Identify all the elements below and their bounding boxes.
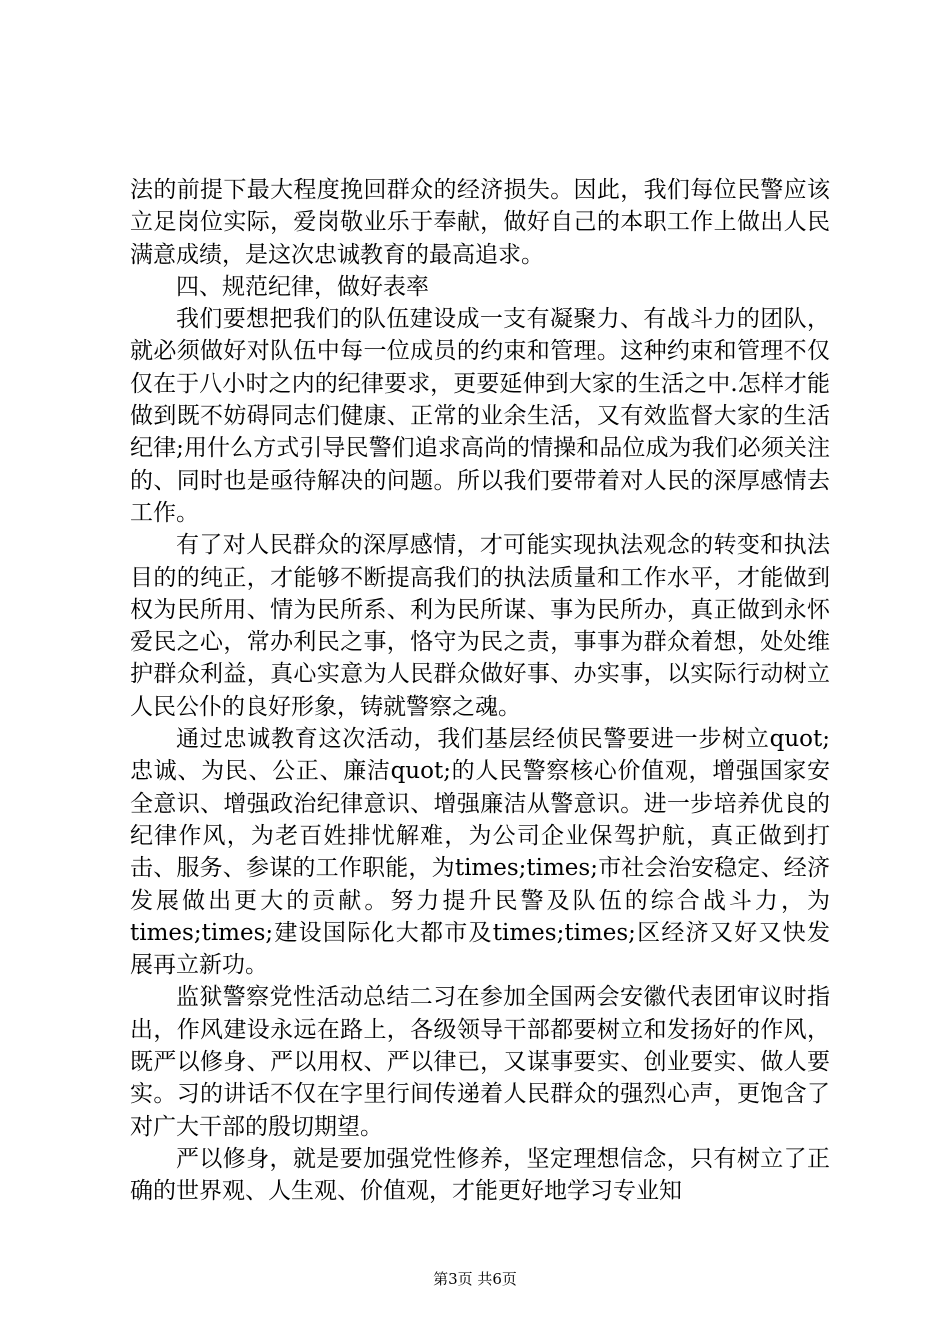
- paragraph-5: 通过忠诚教育这次活动，我们基层经侦民警要进一步树立quot;忠诚、为民、公正、廉洁quot;的人民警察核心价值观，增强国家安全意识、增强政治纪律意识、增强廉洁从警意识。进一步培养优良的纪律作风，为老百姓排忧解难，为公司企业保驾护航，真正做到打击、服务、参谋的工作职能，为times;times;市社会治安稳定、经济发展做出更大的贡献。努力提升民警及队伍的综合战斗力，为times;times;建设国际化大都市及times;times;区经济又好又快发展再立新功。: [130, 726, 830, 979]
- paragraph-6: 监狱警察党性活动总结二习在参加全国两会安徽代表团审议时指出，作风建设永远在路上，各级领导干部都要树立和发扬好的作风，既严以修身、严以用权、严以律已，又谋事要实、创业要实、做人要实。习的讲话不仅在字里行间传递着人民群众的强烈心声，更饱含了对广大干部的殷切期望。: [130, 984, 830, 1140]
- paragraph-1: 法的前提下最大程度挽回群众的经济损失。因此，我们每位民警应该立足岗位实际，爱岗敬业乐于奉献，做好自己的本职工作上做出人民满意成绩，是这次忠诚教育的最高追求。: [130, 177, 830, 268]
- paragraph-7: 严以修身，就是要加强党性修养，坚定理想信念，只有树立了正确的世界观、人生观、价值观，才能更好地学习专业知: [130, 1145, 830, 1205]
- paragraph-4: 有了对人民群众的深厚感情，才可能实现执法观念的转变和执法目的的纯正，才能够不断提高我们的执法质量和工作水平，才能做到权为民所用、情为民所系、利为民所谋、事为民所办，真正做到永怀爱民之心，常办利民之事，恪守为民之责，事事为群众着想，处处维护群众利益，真心实意为人民群众做好事、办实事，以实际行动树立人民公仆的良好形象，铸就警察之魂。: [130, 532, 830, 720]
- page-number-footer: 第3页 共6页: [433, 1270, 517, 1288]
- paragraph-3: 我们要想把我们的队伍建设成一支有凝聚力、有战斗力的团队，就必须做好对队伍中每一位成员的约束和管理。这种约束和管理不仅仅在于八小时之内的纪律要求，更要延伸到大家的生活之中.怎样才能做到既不妨碍同志们健康、正常的业余生活，又有效监督大家的生活纪律;用什么方式引导民警们追求高尚的情操和品位成为我们必须关注的、同时也是亟待解决的问题。所以我们要带着对人民的深厚感情去工作。: [130, 306, 830, 526]
- section-heading: 四、规范纪律，做好表率: [176, 273, 429, 300]
- document-body: [130, 174, 830, 1208]
